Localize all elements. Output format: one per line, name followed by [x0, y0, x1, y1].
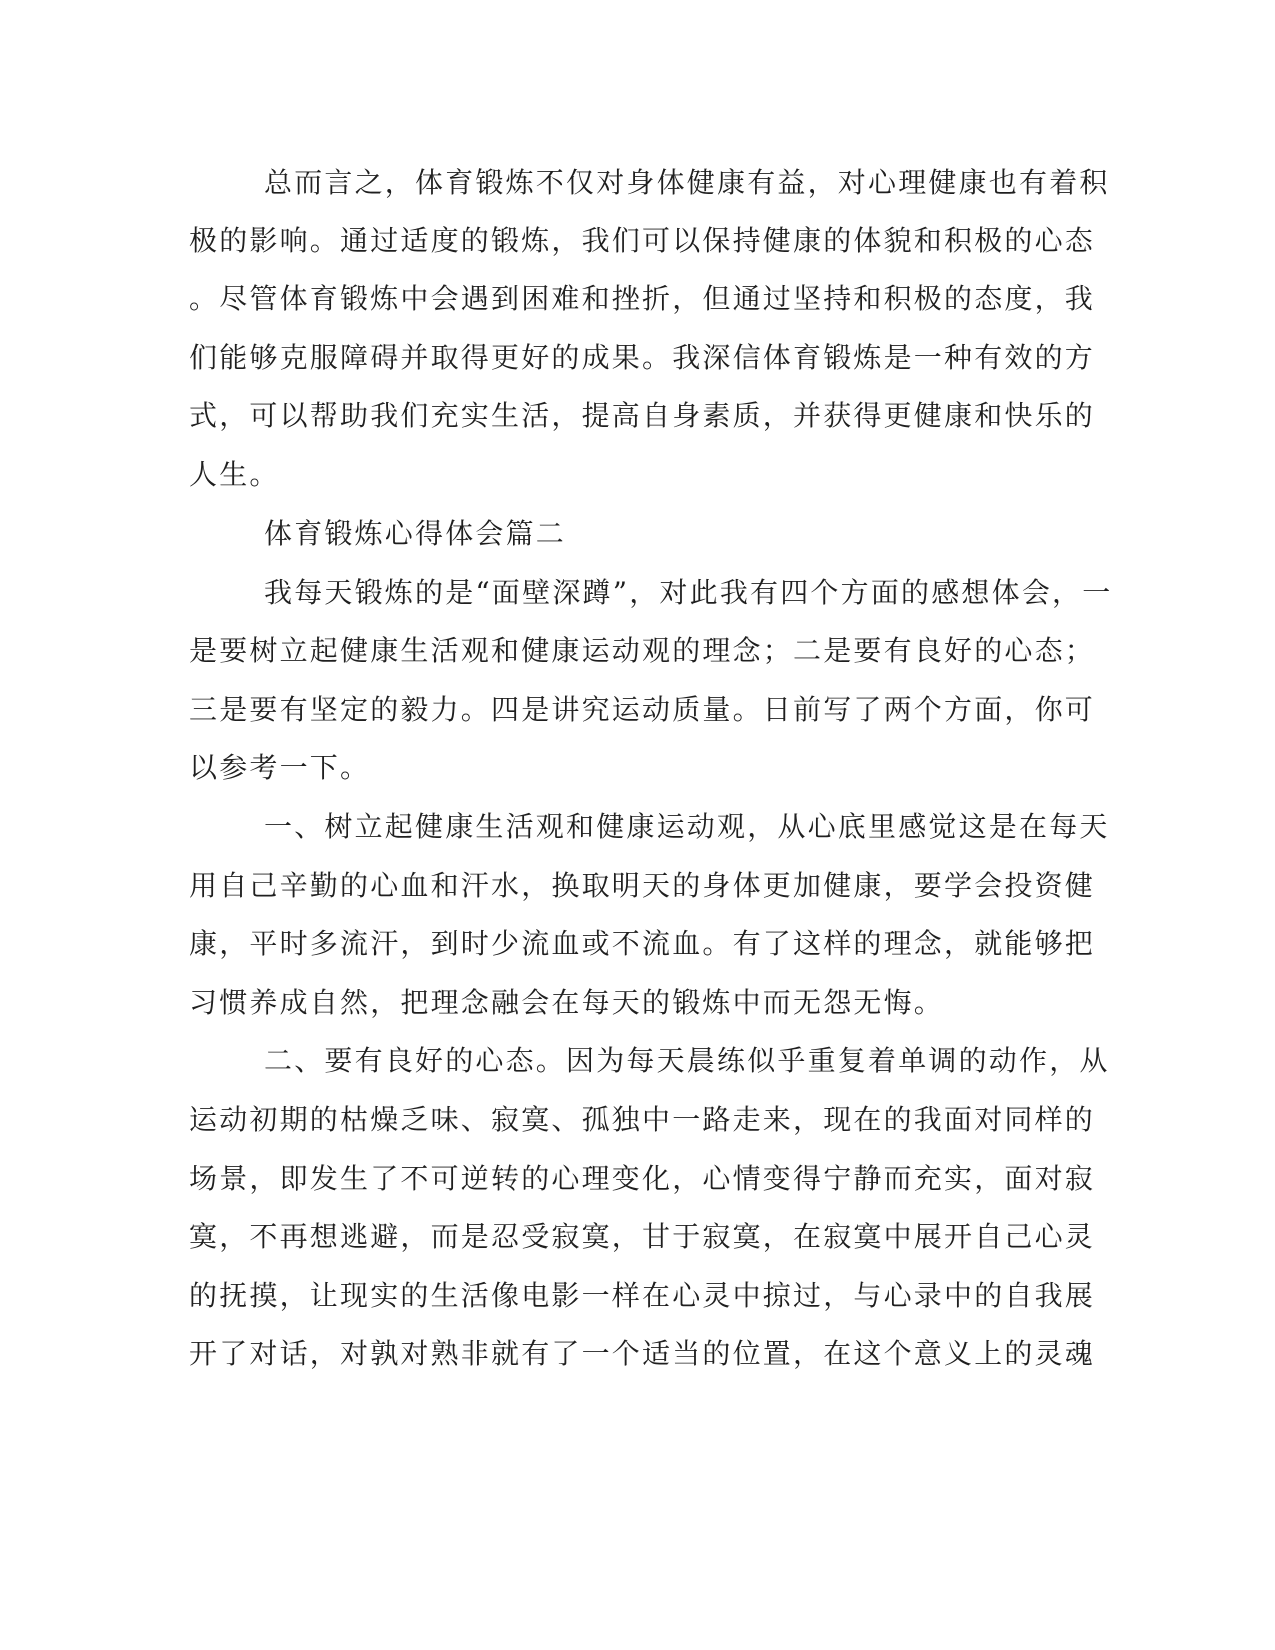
paragraph-2-line-4: 以参考一下。: [189, 751, 371, 784]
paragraph-4-line-1: 二、要有良好的心态。因为每天晨练似乎重复着单调的动作，从: [264, 1044, 1110, 1077]
paragraph-1-line-1: 总而言之，体育锻炼不仅对身体健康有益，对心理健康也有着积: [264, 166, 1110, 199]
paragraph-3-line-1: 一、树立起健康生活观和健康运动观，从心底里感觉这是在每天: [264, 810, 1110, 843]
paragraph-3-line-4: 习惯养成自然，把理念融会在每天的锻炼中而无怨无悔。: [189, 986, 945, 1019]
paragraph-4-line-6: 开了对话，对孰对熟非就有了一个适当的位置，在这个意义上的灵魂: [189, 1337, 1096, 1370]
paragraph-4-line-5: 的抚摸，让现实的生活像电影一样在心灵中掠过，与心录中的自我展: [189, 1279, 1096, 1312]
paragraph-3-line-3: 康，平时多流汗，到时少流血或不流血。有了这样的理念，就能够把: [189, 927, 1096, 960]
paragraph-1-line-2: 极的影响。通过适度的锻炼，我们可以保持健康的体貌和积极的心态: [189, 224, 1096, 257]
paragraph-1-line-3: 。尽管体育锻炼中会遇到困难和挫折，但通过坚持和积极的态度，我: [189, 282, 1096, 315]
paragraph-1-line-4: 们能够克服障碍并取得更好的成果。我深信体育锻炼是一种有效的方: [189, 341, 1096, 374]
paragraph-2-line-2: 是要树立起健康生活观和健康运动观的理念；二是要有良好的心态；: [189, 634, 1096, 667]
paragraph-4-line-3: 场景，即发生了不可逆转的心理变化，心情变得宁静而充实，面对寂: [189, 1162, 1096, 1195]
paragraph-4-line-2: 运动初期的枯燥乏味、寂寞、孤独中一路走来，现在的我面对同样的: [189, 1103, 1096, 1136]
paragraph-2-line-3: 三是要有坚定的毅力。四是讲究运动质量。日前写了两个方面，你可: [189, 693, 1096, 726]
paragraph-4-line-4: 寞，不再想逃避，而是忍受寂寞，甘于寂寞，在寂寞中展开自己心灵: [189, 1220, 1096, 1253]
paragraph-1-line-5: 式，可以帮助我们充实生活，提高自身素质，并获得更健康和快乐的: [189, 399, 1096, 432]
section-title: 体育锻炼心得体会篇二: [264, 517, 567, 550]
paragraph-1-line-6: 人生。: [189, 458, 280, 491]
paragraph-2-line-1: 我每天锻炼的是“面壁深蹲”，对此我有四个方面的感想体会，一: [264, 576, 1113, 609]
paragraph-3-line-2: 用自己辛勤的心血和汗水，换取明天的身体更加健康，要学会投资健: [189, 869, 1096, 902]
